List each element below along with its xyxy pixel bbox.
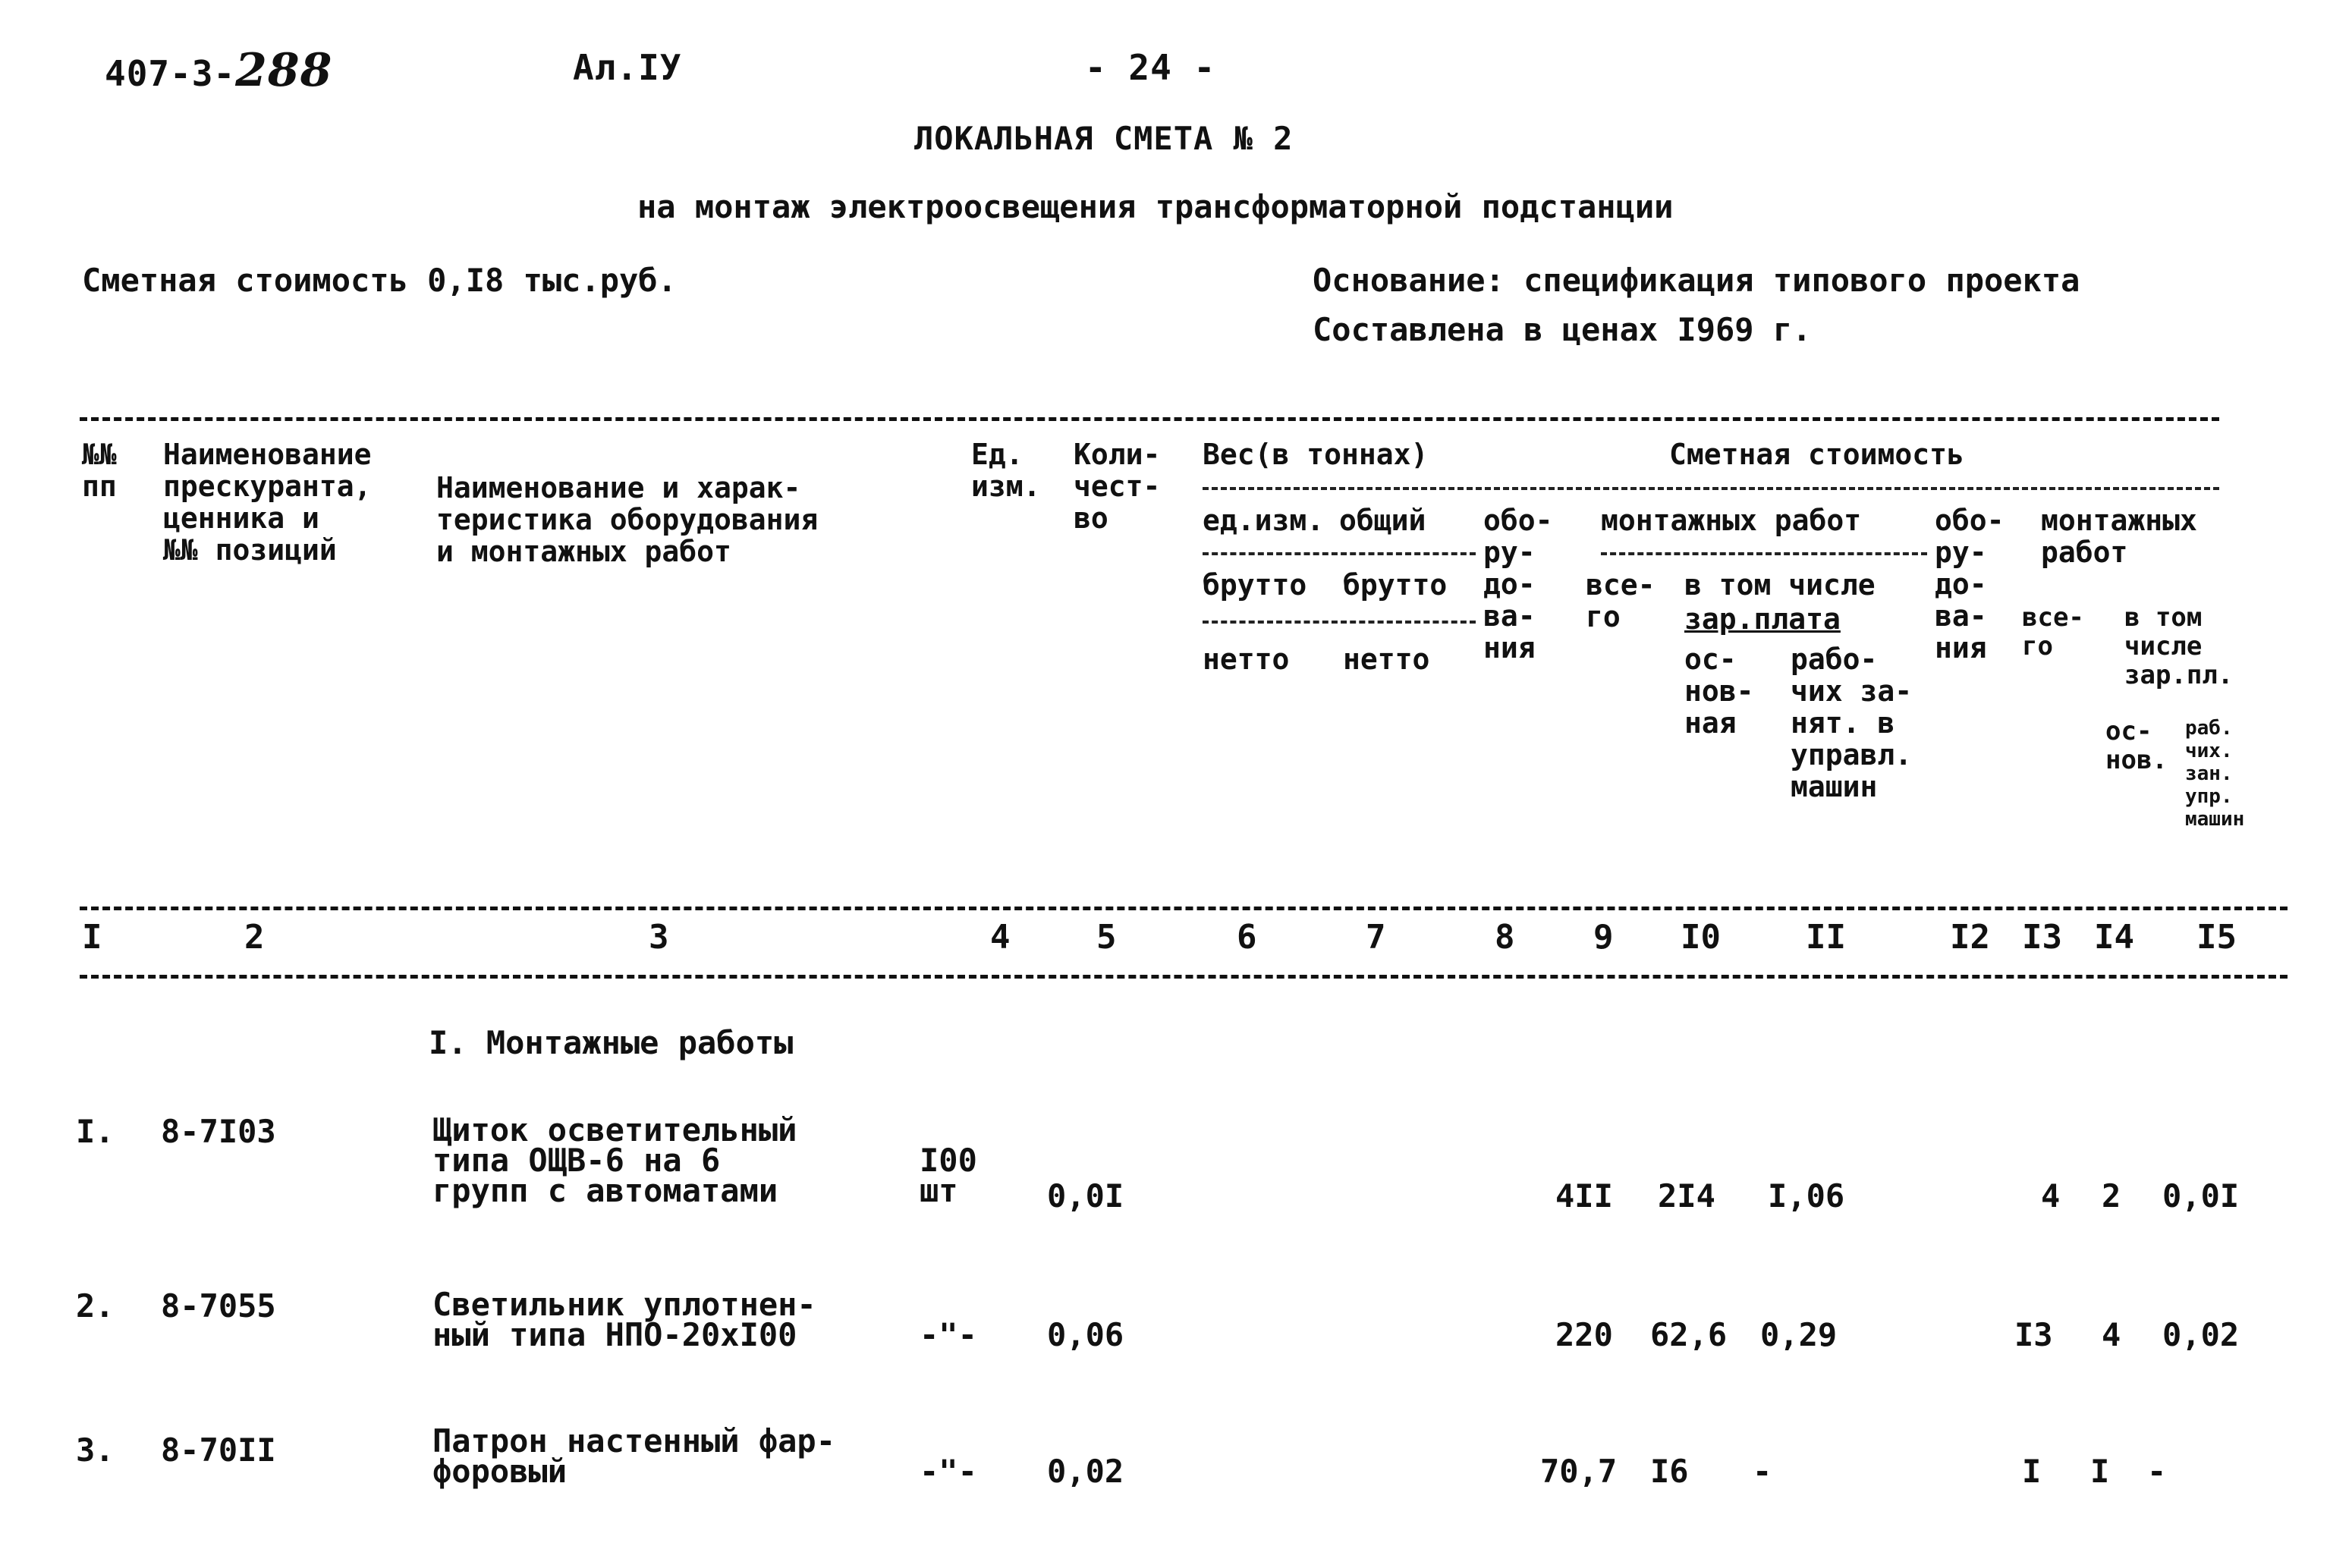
header-workers: рабо- чих за- нят. в управл. машин bbox=[1791, 643, 1913, 803]
row-3-basic-wage: I6 bbox=[1650, 1453, 1689, 1490]
header-subrule-1 bbox=[1203, 487, 2219, 490]
prices-note: Составлена в ценах I969 г. bbox=[1313, 311, 1812, 348]
colnum-15: I5 bbox=[2196, 918, 2237, 957]
row-2-workers-2: 0,02 bbox=[2162, 1316, 2240, 1353]
colnum-8: 8 bbox=[1495, 918, 1515, 957]
colnum-6: 6 bbox=[1237, 918, 1257, 957]
colnum-2: 2 bbox=[244, 918, 265, 957]
row-3-basic-2: I bbox=[2090, 1453, 2110, 1490]
header-basic: ос- нов- ная bbox=[1684, 643, 1754, 740]
row-2-basic-2: 4 bbox=[2102, 1316, 2121, 1353]
document-code-prefix: 407-3- bbox=[105, 53, 236, 94]
row-1-basic-2: 2 bbox=[2102, 1177, 2121, 1214]
header-weight-unit: ед.изм. bbox=[1203, 504, 1325, 537]
header-workers-2: раб. чих. зан. упр. машин bbox=[2185, 717, 2245, 831]
row-1-total-2: 4 bbox=[2041, 1177, 2061, 1214]
document-title: ЛОКАЛЬНАЯ СМЕТА № 2 bbox=[914, 120, 1294, 157]
colnum-12: I2 bbox=[1950, 918, 1990, 957]
row-2-code: 8-7055 bbox=[161, 1287, 276, 1324]
row-2-total: 220 bbox=[1555, 1316, 1613, 1353]
row-3-quantity: 0,02 bbox=[1047, 1453, 1124, 1490]
row-3-description: Патрон настенный фар- форовый bbox=[432, 1422, 836, 1490]
row-2-number: 2. bbox=[76, 1287, 115, 1324]
row-1-description: Щиток осветительный типа ОЩВ-6 на 6 групп с автоматами bbox=[432, 1111, 797, 1209]
album-label: Ал.IУ bbox=[573, 47, 682, 88]
row-3-number: 3. bbox=[76, 1431, 115, 1469]
row-1-total: 4II bbox=[1555, 1177, 1613, 1214]
header-weight: Вес(в тоннах) bbox=[1203, 438, 1429, 471]
header-equipment-2: обо- ру- до- ва- ния bbox=[1935, 504, 2005, 665]
header-quantity: Коли- чест- во bbox=[1074, 438, 1161, 535]
header-total-2: все- го bbox=[2022, 602, 2084, 661]
row-1-quantity: 0,0I bbox=[1047, 1177, 1124, 1214]
row-3-total-2: I bbox=[2022, 1453, 2042, 1490]
header-row-number: №№ пп bbox=[82, 438, 117, 503]
row-1-workers-2: 0,0I bbox=[2162, 1177, 2240, 1214]
colnum-1: I bbox=[82, 918, 102, 957]
colnum-14: I4 bbox=[2094, 918, 2134, 957]
column-numbers-bottom-rule bbox=[80, 975, 2288, 979]
estimated-cost: Сметная стоимость 0,I8 тыс.руб. bbox=[82, 262, 677, 299]
header-including-2: в том числе зар.пл. bbox=[2124, 602, 2234, 690]
header-installation-2: монтажных работ bbox=[2041, 504, 2197, 569]
header-installation: монтажных работ bbox=[1601, 504, 1862, 537]
row-3-workers-wage: - bbox=[1753, 1453, 1772, 1490]
header-pricelist: Наименование прескуранта, ценника и №№ позиций bbox=[163, 438, 372, 567]
header-equipment: обо- ру- до- ва- ния bbox=[1483, 504, 1553, 665]
row-1-basic-wage: 2I4 bbox=[1658, 1177, 1715, 1214]
row-3-unit: -"- bbox=[920, 1453, 977, 1490]
row-2-basic-wage: 62,6 bbox=[1650, 1316, 1728, 1353]
colnum-11: II bbox=[1806, 918, 1846, 957]
row-2-description: Светильник уплотнен- ный типа НПО-20хI00 bbox=[432, 1286, 816, 1353]
colnum-4: 4 bbox=[990, 918, 1011, 957]
header-netto-rule bbox=[1203, 621, 1476, 624]
row-1-workers-wage: I,06 bbox=[1768, 1177, 1845, 1214]
row-2-unit: -"- bbox=[920, 1316, 977, 1353]
header-install-rule bbox=[1601, 552, 1927, 555]
header-brutto-unit: брутто bbox=[1203, 568, 1307, 602]
page-number: - 24 - bbox=[1085, 47, 1216, 88]
row-3-code: 8-70II bbox=[161, 1431, 276, 1469]
row-3-total: 70,7 bbox=[1540, 1453, 1618, 1490]
header-weight-total: общий bbox=[1339, 504, 1426, 537]
header-wage: зар.плата bbox=[1684, 602, 1841, 636]
row-3-workers-2: - bbox=[2147, 1453, 2167, 1490]
header-brutto-total: брутто bbox=[1343, 568, 1448, 602]
header-description: Наименование и харак- теристика оборудования и монтажных работ bbox=[436, 471, 819, 568]
column-numbers-top-rule bbox=[80, 907, 2288, 910]
colnum-9: 9 bbox=[1593, 918, 1614, 957]
header-total: все- го bbox=[1586, 568, 1656, 633]
row-2-workers-wage: 0,29 bbox=[1760, 1316, 1838, 1353]
header-unit: Ед. изм. bbox=[971, 438, 1041, 503]
colnum-13: I3 bbox=[2022, 918, 2062, 957]
header-including: в том числе bbox=[1684, 568, 1876, 602]
document-subtitle: на монтаж электроосвещения трансформаторной подстанции bbox=[637, 188, 1674, 225]
header-netto-total: нетто bbox=[1343, 643, 1430, 676]
basis-note: Основание: спецификация типового проекта bbox=[1313, 262, 2080, 299]
colnum-7: 7 bbox=[1366, 918, 1386, 957]
document-code-handwritten: 288 bbox=[235, 44, 333, 97]
row-1-number: I. bbox=[76, 1113, 115, 1150]
row-1-code: 8-7I03 bbox=[161, 1113, 276, 1150]
row-1-unit: I00 шт bbox=[920, 1142, 977, 1209]
header-estimated-cost: Сметная стоимость bbox=[1669, 438, 1964, 471]
colnum-5: 5 bbox=[1096, 918, 1117, 957]
document-code bbox=[105, 44, 332, 97]
row-2-total-2: I3 bbox=[2014, 1316, 2053, 1353]
colnum-10: I0 bbox=[1681, 918, 1721, 957]
header-basic-2: ос- нов. bbox=[2105, 716, 2168, 775]
header-weight-rule bbox=[1203, 552, 1476, 555]
colnum-3: 3 bbox=[649, 918, 669, 957]
table-top-rule bbox=[80, 417, 2219, 421]
section-heading: I. Монтажные работы bbox=[429, 1024, 794, 1061]
header-netto-unit: нетто bbox=[1203, 643, 1290, 676]
row-2-quantity: 0,06 bbox=[1047, 1316, 1124, 1353]
